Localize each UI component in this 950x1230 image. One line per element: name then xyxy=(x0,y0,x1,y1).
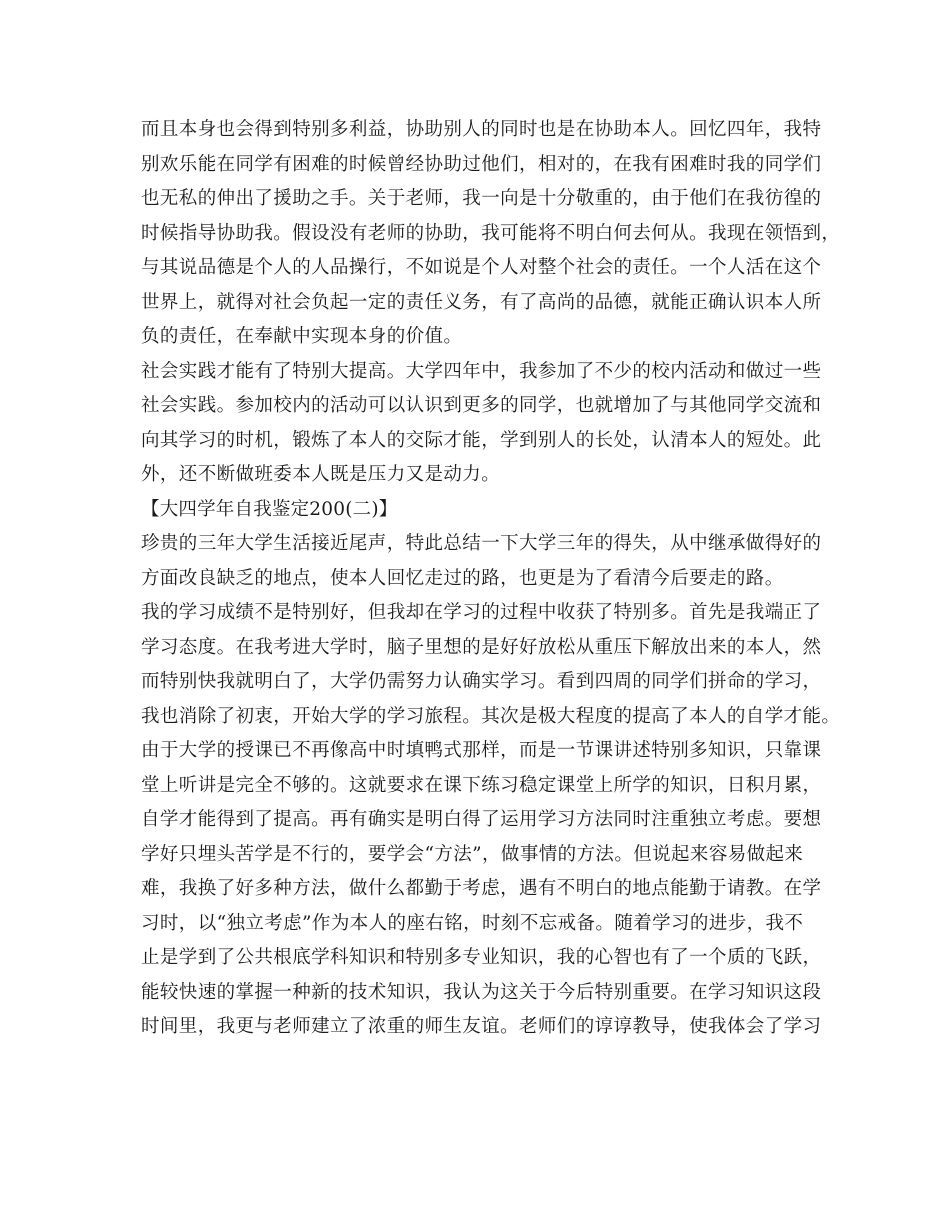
text-line: 学习态度。在我考进大学时，脑子里想的是好好放松从重压下解放出来的本人，然 xyxy=(141,636,822,658)
text-line: 珍贵的三年大学生活接近尾声，特此总结一下大学三年的得失，从中继承做得好的 xyxy=(141,533,822,554)
text-line: 由于大学的授课已不再像高中时填鸭式那样，而是一节课讲述特别多知识，只靠课 xyxy=(141,740,822,761)
text-line: 与其说品德是个人的人品操行，不如说是个人对整个社会的责任。一个人活在这个 xyxy=(141,257,822,278)
text-line: 负的责任，在奉献中实现本身的价值。 xyxy=(141,326,463,347)
text-line: 学好只埋头苦学是不行的，要学会“方法”，做事情的方法。但说起来容易做起来 xyxy=(141,843,804,865)
text-line: 世界上，就得对社会负起一定的责任义务，有了高尚的品德，就能正确认识本人所 xyxy=(141,291,822,313)
text-line: 我也消除了初衷，开始大学的学习旅程。其次是极大程度的提高了本人的自学才能。 xyxy=(141,705,841,727)
text-line: 而且本身也会得到特别多利益，协助别人的同时也是在协助本人。回忆四年，我特 xyxy=(141,119,822,140)
text-line: 也无私的伸出了援助之手。关于老师，我一向是十分敬重的，由于他们在我彷徨的 xyxy=(141,188,822,209)
document-body xyxy=(141,113,841,1045)
text-line: 外，还不断做班委本人既是压力又是动力。 xyxy=(141,464,501,485)
text-line: 而特别快我就明白了，大学仍需努力认确实学习。看到四周的同学们拼命的学习， xyxy=(141,671,822,692)
text-line: 时候指导协助我。假设没有老师的协助，我可能将不明白何去何从。我现在领悟到， xyxy=(141,222,841,244)
text-line: 习时，以“独立考虑”作为本人的座右铭，时刻不忘戒备。随着学习的进步，我不 xyxy=(141,912,804,934)
text-line: 别欢乐能在同学有困难的时候曾经协助过他们，相对的，在我有困难时我的同学们 xyxy=(141,153,822,175)
text-line: 止是学到了公共根底学科知识和特别多专业知识，我的心智也有了一个质的飞跃， xyxy=(141,947,822,968)
text-line: 社会实践才能有了特别大提高。大学四年中，我参加了不少的校内活动和做过一些 xyxy=(141,360,822,382)
text-line: 时间里，我更与老师建立了浓重的师生友谊。老师们的谆谆教导，使我体会了学习 xyxy=(141,1016,822,1037)
text-line: 难，我换了好多种方法，做什么都勤于考虑，遇有不明白的地点能勤于请教。在学 xyxy=(141,878,822,899)
text-line: 能较快速的掌握一种新的技术知识，我认为这关于今后特别重要。在学习知识这段 xyxy=(141,981,822,1003)
text-line: 方面改良缺乏的地点，使本人回忆走过的路，也更是为了看清今后要走的路。 xyxy=(141,567,784,589)
section-heading: 【大四学年自我鉴定200(二)】 xyxy=(141,498,398,520)
text-line: 堂上听讲是完全不够的。这就要求在课下练习稳定课堂上所学的知识，日积月累， xyxy=(141,774,822,796)
text-line: 向其学习的时机，锻炼了本人的交际才能，学到别人的长处，认清本人的短处。此 xyxy=(141,429,822,451)
text-line: 我的学习成绩不是特别好，但我却在学习的过程中收获了特别多。首先是我端正了 xyxy=(141,602,822,623)
text-line: 社会实践。参加校内的活动可以认识到更多的同学，也就增加了与其他同学交流和 xyxy=(141,395,822,416)
text-line: 自学才能得到了提高。再有确实是明白得了运用学习方法同时注重独立考虑。要想 xyxy=(141,809,822,830)
